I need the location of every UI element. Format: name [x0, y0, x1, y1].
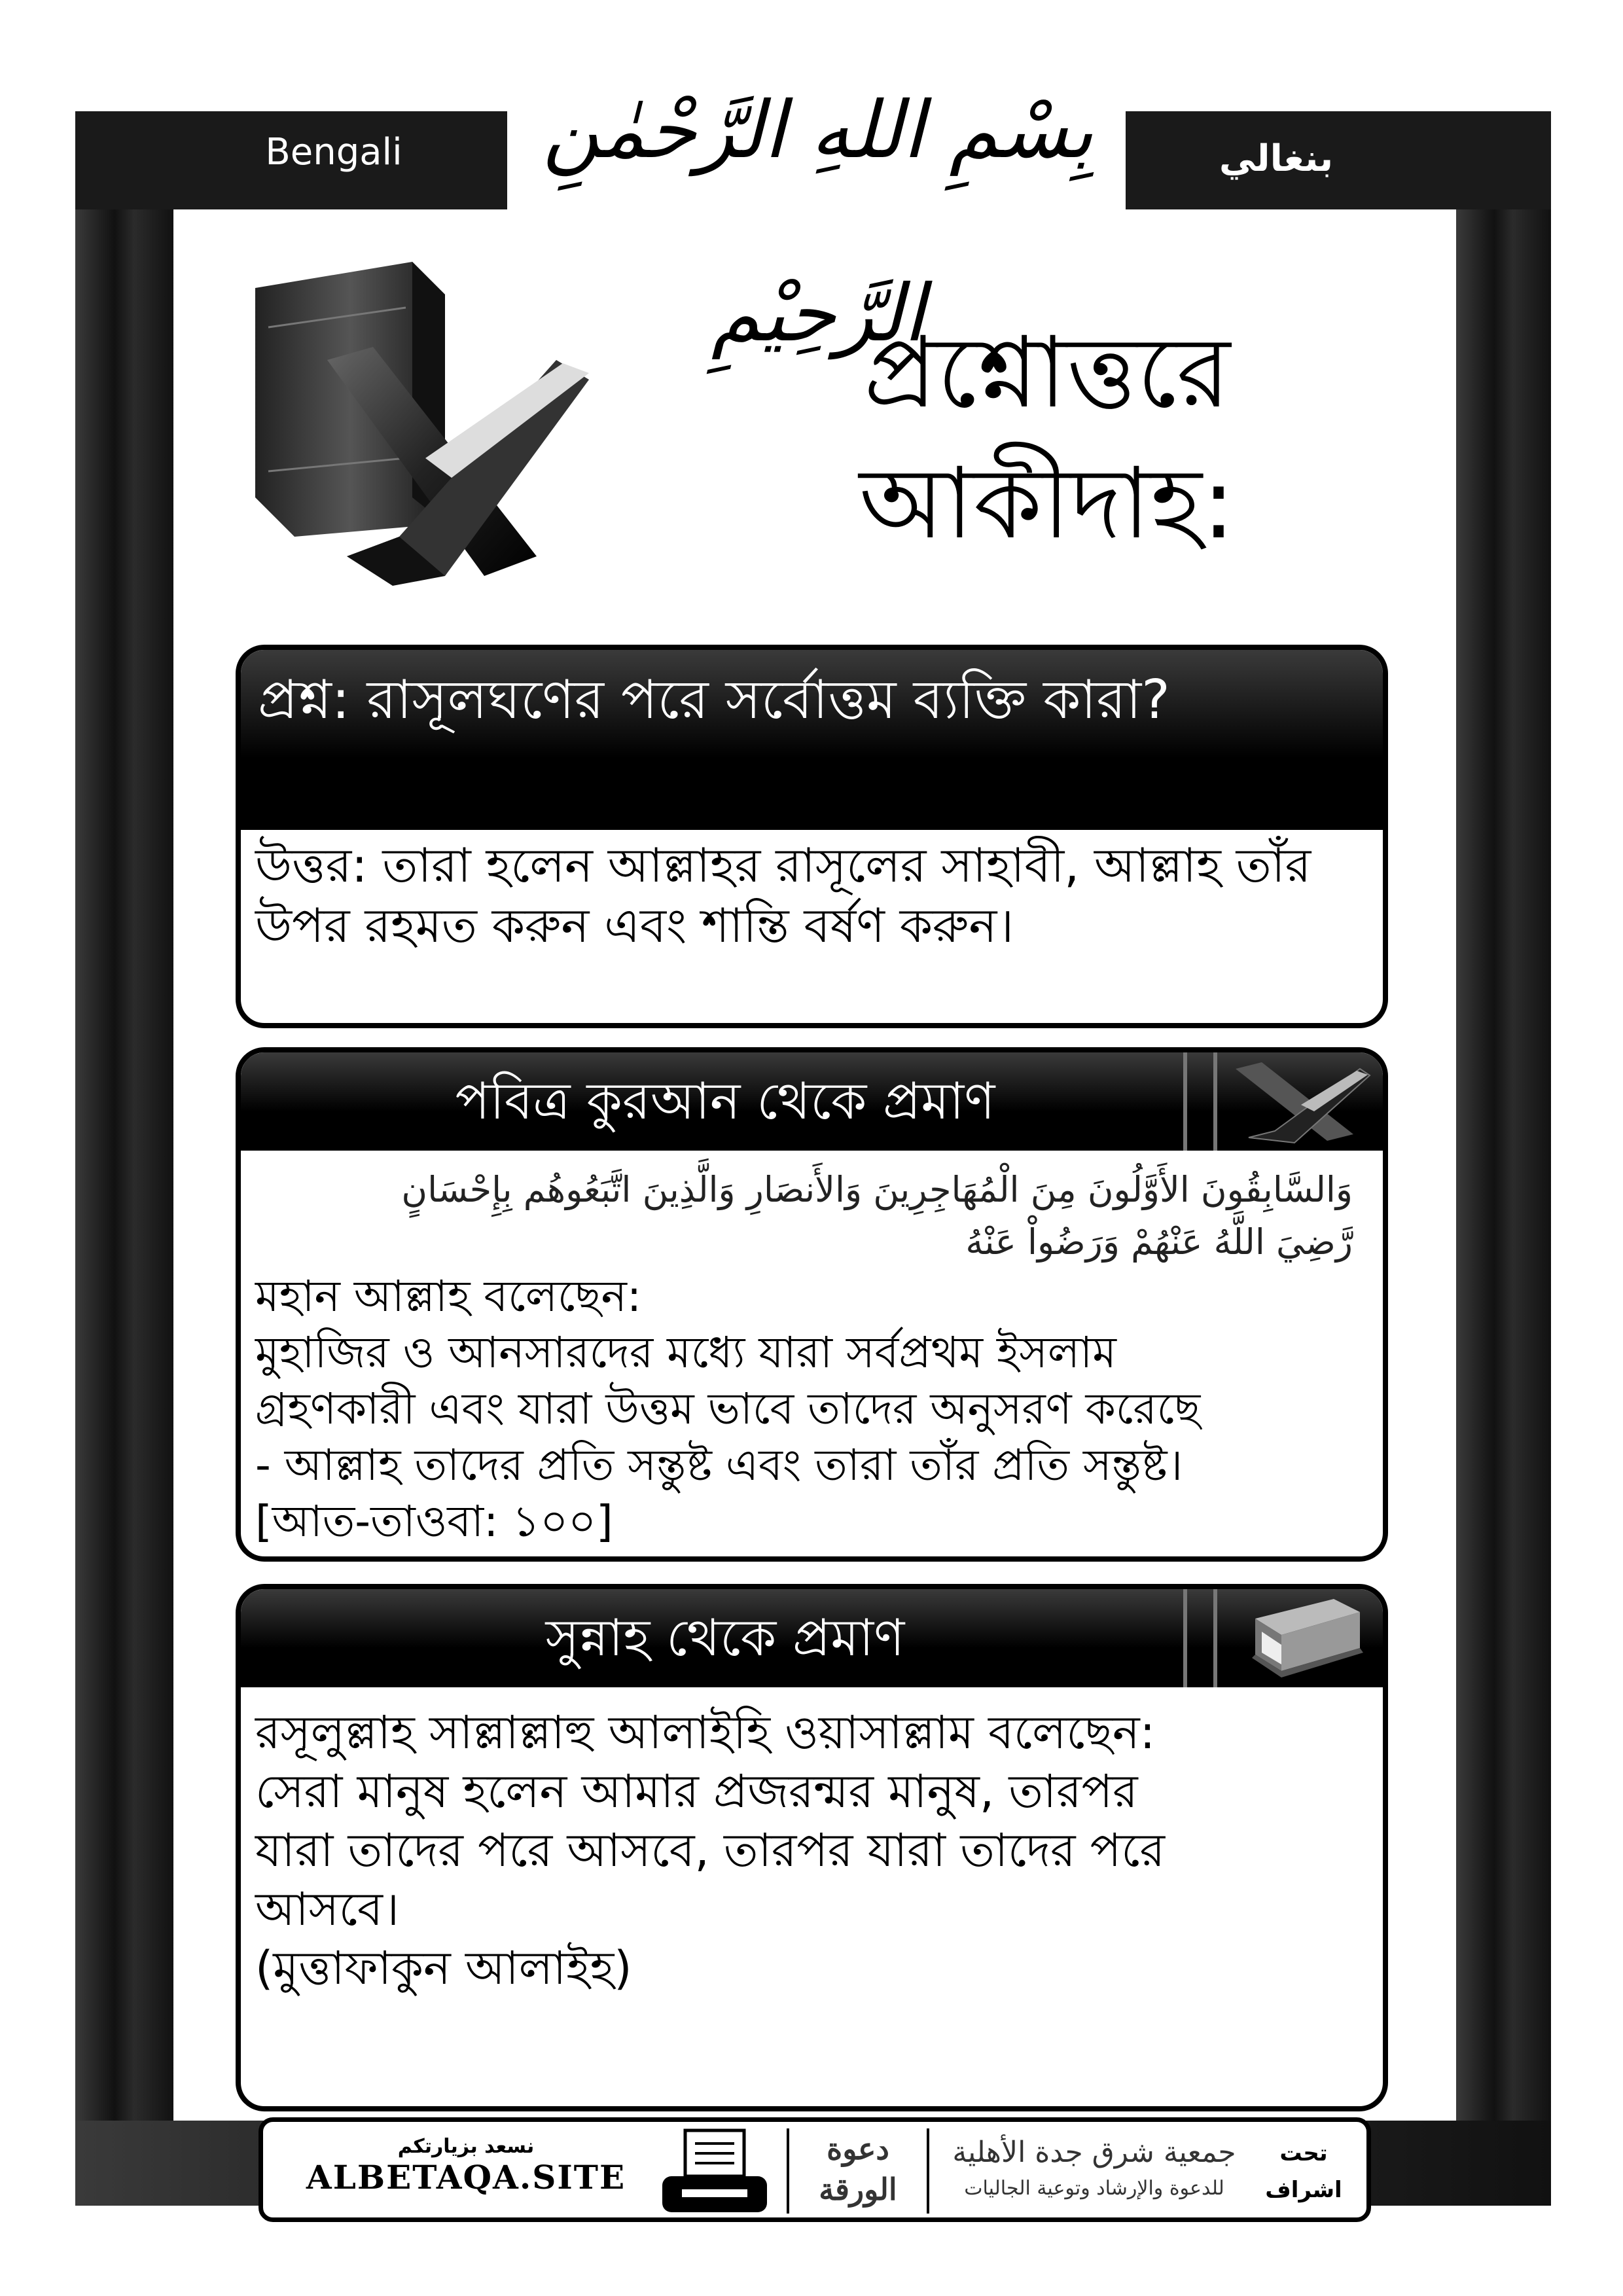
supervision-line2: اشراف — [1265, 2177, 1342, 2203]
quran-stand-small-icon — [1222, 1059, 1373, 1144]
sunnah-line1: রসূলুল্লাহ সাল্লাল্লাহু আলাইহি ওয়াসাল্লাম বলেছেন: — [255, 1706, 1156, 1759]
supervision-line1: تحت — [1279, 2140, 1328, 2166]
quran-reference: [আত-তাওবা: ১০০] — [255, 1496, 613, 1547]
question-card — [236, 645, 1388, 1028]
page-title — [772, 308, 1322, 569]
question-text: প্রশ্ন: রাসূলঘণের পরে সর্বোত্তম ব্যক্তি কারা? — [241, 650, 1383, 830]
quran-stand-icon — [249, 249, 602, 589]
page-title-line2: আকীদাহ: — [859, 447, 1236, 561]
quran-arabic-line2: رَّضِيَ اللَّهُ عَنْهُمْ وَرَضُواْ عَنْهُ — [965, 1221, 1353, 1263]
org-logo — [944, 2130, 1245, 2202]
supervision-label — [1258, 2135, 1349, 2208]
footer-site-link[interactable]: ALBETAQA.SITE — [306, 2158, 626, 2197]
quran-translation-line1: মুহাজির ও আনসারদের মধ্যে যারা সর্বপ্রথম ইসলাম — [255, 1327, 1116, 1378]
sunnah-evidence-header — [241, 1589, 1383, 1687]
org-subtitle: للدعوة والإرشاد وتوعية الجاليات — [964, 2177, 1224, 2200]
frame-right-border — [1456, 111, 1551, 2206]
quran-intro: মহান আল্লাহ বলেছেন: — [255, 1271, 642, 1321]
quran-evidence-heading: পবিত্র কুরআন থেকে প্রমাণ — [455, 1072, 995, 1131]
header-divider-lines — [1183, 1589, 1217, 1687]
sunnah-line4: আসবে। — [255, 1882, 400, 1936]
language-label-en: Bengali — [265, 131, 402, 173]
sunnah-evidence-card — [236, 1584, 1388, 2111]
sunnah-evidence-body — [241, 1687, 1383, 2011]
quran-arabic-line1: وَالسَّابِقُونَ الأَوَّلُونَ مِنَ الْمُهَاجِرِينَ وَالأَنصَارِ وَالَّذِينَ اتَّبَعُوهُم بِإِحْسَانٍ — [401, 1169, 1353, 1210]
book-icon — [1236, 1592, 1366, 1684]
footer-bar — [259, 2117, 1371, 2222]
footer-tagline: نسعد بزيارتكم — [397, 2135, 535, 2158]
language-label-ar: بنغالي — [1219, 137, 1334, 180]
header-divider-lines — [1183, 1052, 1217, 1151]
sunnah-line3: যারা তাদের পরে আসবে, তারপর যারা তাদের পরে — [255, 1823, 1165, 1877]
frame-left-border — [75, 111, 173, 2206]
printer-icon — [656, 2127, 774, 2219]
sunnah-line2: সেরা মানুষ হলেন আমার প্রজরন্মর মানুষ, তারপর — [255, 1765, 1138, 1818]
answer-text: উত্তর: তারা হলেন আল্লাহর রাসূলের সাহাবী, আল্লাহ তাঁর উপর রহমত করুন এবং শান্তি বর্ষণ করুন। — [255, 838, 1311, 953]
quran-evidence-header — [241, 1052, 1383, 1151]
quran-evidence-body — [241, 1151, 1383, 1562]
sunnah-evidence-heading: সুন্নাহ থেকে প্রমাণ — [545, 1609, 905, 1668]
dawah-logo: دعوة الورقة — [787, 2128, 929, 2214]
sunnah-reference: (মুত্তাফাকুন আলাইহ) — [255, 1941, 632, 1995]
quran-translation-line3: - আল্লাহ তাদের প্রতি সন্তুষ্ট এবং তারা তাঁর প্রতি সন্তুষ্ট। — [255, 1440, 1183, 1490]
page-title-line1: প্রশ্নোত্তরে — [863, 316, 1231, 430]
quran-translation-line2: গ্রহণকারী এবং যারা উত্তম ভাবে তাদের অনুসরণ করেছে — [255, 1384, 1201, 1434]
basmala-calligraphy: بِسْمِ اللهِ الرَّحْمٰنِ الرَّحِيْمِ — [543, 85, 1094, 359]
org-name: جمعية شرق جدة الأهلية — [952, 2136, 1236, 2169]
quran-evidence-card — [236, 1047, 1388, 1562]
footer-site-block[interactable] — [283, 2135, 649, 2197]
